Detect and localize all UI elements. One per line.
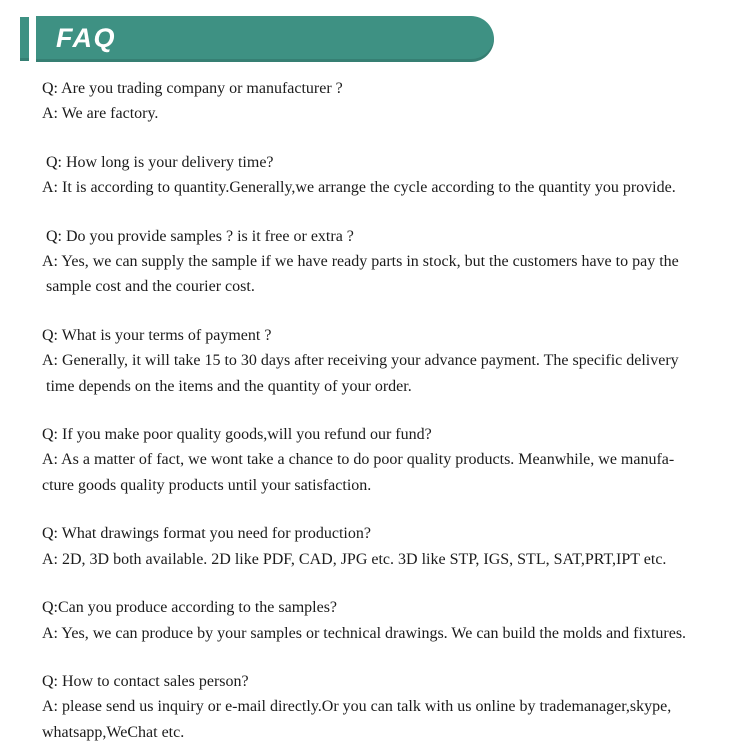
faq-item-7 [42,595,750,646]
faq-item-2 [42,150,750,201]
answer-line: A: Generally, it will take 15 to 30 days after receiving your advance payment. The specific delivery [42,352,679,370]
question-text: Q: Do you provide samples ? is it free or extra ? [42,227,354,245]
faq-item-8 [42,669,750,745]
answer-line: sample cost and the courier cost. [42,278,255,296]
question-text: Q:Can you produce according to the samples? [42,599,338,617]
question-text: Q: How to contact sales person? [42,672,249,690]
faq-item-5 [42,422,750,498]
answer-line: A: please send us inquiry or e-mail directly.Or you can talk with us online by trademanager,skype, [42,698,672,716]
answer-line: whatsapp,WeChat etc. [42,723,185,741]
header-accent-bar [20,17,29,61]
faq-item-3 [42,224,750,300]
faq-item-4 [42,323,750,399]
faq-header [0,0,750,62]
question-text: Q: If you make poor quality goods,will you refund our fund? [42,426,432,444]
question-text: Q: How long is your delivery time? [42,153,274,171]
answer-line: cture goods quality products until your satisfaction. [42,476,372,494]
faq-item-1 [42,76,750,127]
answer-line: A: It is according to quantity.Generally,we arrange the cycle according to the quantity you provide. [42,179,676,197]
faq-list [42,76,750,747]
question-text: Q: What drawings format you need for production? [42,525,371,543]
answer-line: A: 2D, 3D both available. 2D like PDF, CAD, JPG etc. 3D like STP, IGS, STL, SAT,PRT,IPT etc. [42,550,667,568]
faq-banner [36,16,494,62]
question-text: Q: What is your terms of payment ? [42,326,272,344]
question-text: Q: Are you trading company or manufacturer ? [42,80,343,97]
answer-line: time depends on the items and the quantity of your order. [42,377,412,395]
faq-title: FAQ [56,22,117,53]
faq-item-6 [42,521,750,572]
answer-line: A: Yes, we can produce by your samples or technical drawings. We can build the molds and fixtures. [42,624,687,642]
answer-line: A: We are factory. [42,105,159,123]
answer-line: A: Yes, we can supply the sample if we have ready parts in stock, but the customers have to pay the [42,253,679,271]
answer-line: A: As a matter of fact, we wont take a chance to do poor quality products. Meanwhile, we manufa- [42,451,675,469]
